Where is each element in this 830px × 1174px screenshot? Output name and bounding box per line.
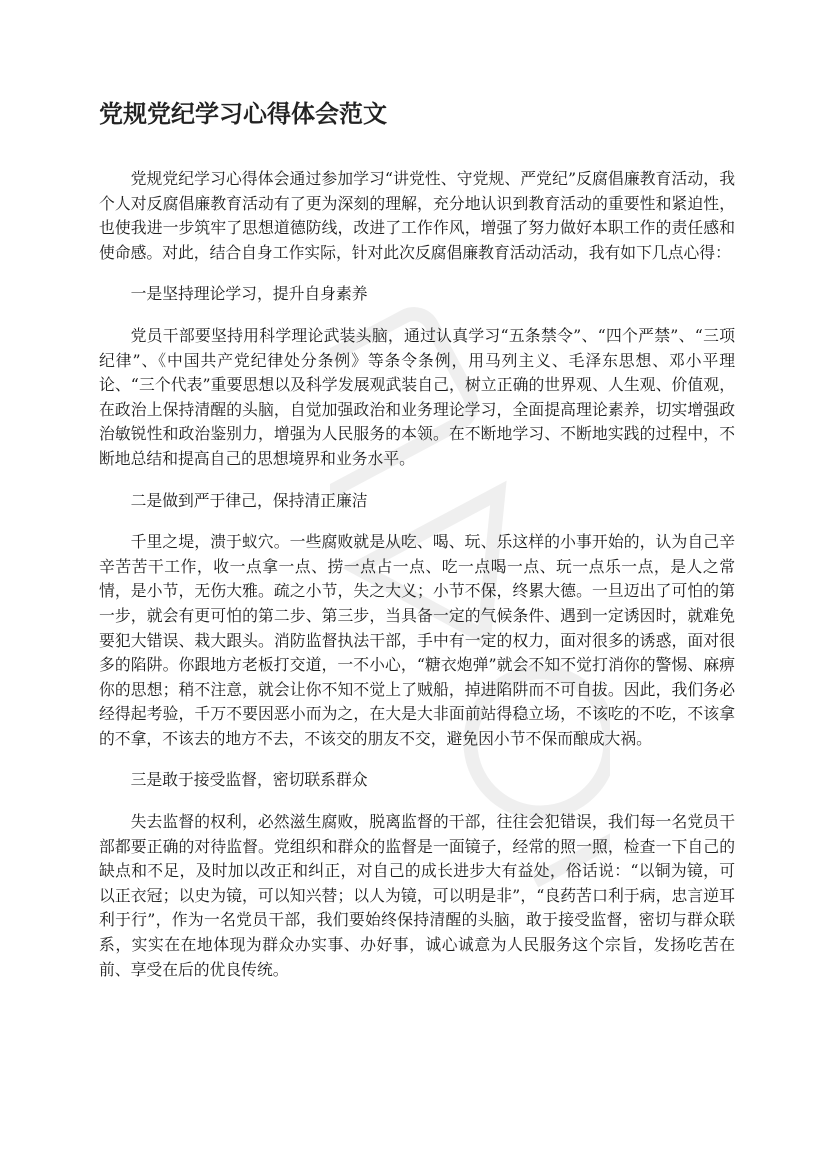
section-heading-2: 二是做到严于律己，保持清正廉洁	[130, 490, 368, 510]
intro-paragraph: 党规党纪学习心得体会通过参加学习“讲党性、守党规、严党纪”反腐倡廉教育活动，我个人对反腐倡廉教育活动有了更为深刻的理解，充分地认识到教育活动的重要性和紧迫性，也使我进一步筑牢了思想道德防线，改进了工作作风，增强了努力做好本职工作的责任感和使命感。对此，结合自身工作实际，针对此次反腐倡廉教育活动活动，我有如下几点心得：	[99, 169, 735, 262]
section-paragraph-3: 失去监督的权利，必然滋生腐败，脱离监督的干部，往往会犯错误，我们每一名党员干部都要正确的对待监督。党组织和群众的监督是一面镜子，经常的照一照，检查一下自己的缺点和不足，及时加以改正和纠正，对自己的成长进步大有益处，俗话说：“以铜为镜，可以正衣冠；以史为镜，可以知兴替；以人为镜，可以明是非”，“良药苦口利于病，忠言逆耳利于行”，作为一名党员干部，我们要始终保持清醒的头脑，敢于接受监督，密切与群众联系，实实在在地体现为群众办实事、办好事，诚心诚意为人民服务这个宗旨，发扬吃苦在前、享受在后的优良传统。	[99, 812, 735, 979]
document-page	[99, 96, 735, 999]
section-paragraph-2: 千里之堤，溃于蚁穴。一些腐败就是从吃、喝、玩、乐这样的小事开始的，认为自己辛辛苦苦干工作，收一点拿一点、捞一点占一点、吃一点喝一点、玩一点乐一点，是人之常情，是小节，无伤大雅。疏之小节，失之大义；小节不保，终累大德。一旦迈出了可怕的第一步，就会有更可怕的第二步、第三步，当具备一定的气候条件、遇到一定诱因时，就难免要犯大错误、栽大跟头。消防监督执法干部，手中有一定的权力，面对很多的诱惑，面对很多的陷阱。你跟地方老板打交道，一不小心，“糖衣炮弹”就会不知不觉打消你的警惕、麻痹你的思想；稍不注意，就会让你不知不觉上了贼船，掉进陷阱而不可自拔。因此，我们务必经得起考验，千万不要因恶小而为之，在大是大非面前站得稳立场，不该吃的不吃，不该拿的不拿，不该去的地方不去，不该交的朋友不交，避免因小节不保而酿成大祸。	[99, 532, 735, 748]
section-heading-3: 三是敢于接受监督，密切联系群众	[130, 770, 368, 790]
section-paragraph-1: 党员干部要坚持用科学理论武装头脑，通过认真学习“五条禁令”、“四个严禁”、“三项纪律”、《中国共产党纪律处分条例》等条令条例，用马列主义、毛泽东思想、邓小平理论、“三个代表”重要思想以及科学发展观武装自己，树立正确的世界观、人生观、价值观，在政治上保持清醒的头脑，自觉加强政治和业务理论学习，全面提高理论素养，切实增强政治敏锐性和政治鉴别力，增强为人民服务的本领。在不断地学习、不断地实践的过程中，不断地总结和提高自己的思想境界和业务水平。	[99, 325, 735, 468]
section-heading-1: 一是坚持理论学习，提升自身素养	[130, 284, 368, 304]
document-title: 党规党纪学习心得体会范文	[99, 100, 387, 128]
